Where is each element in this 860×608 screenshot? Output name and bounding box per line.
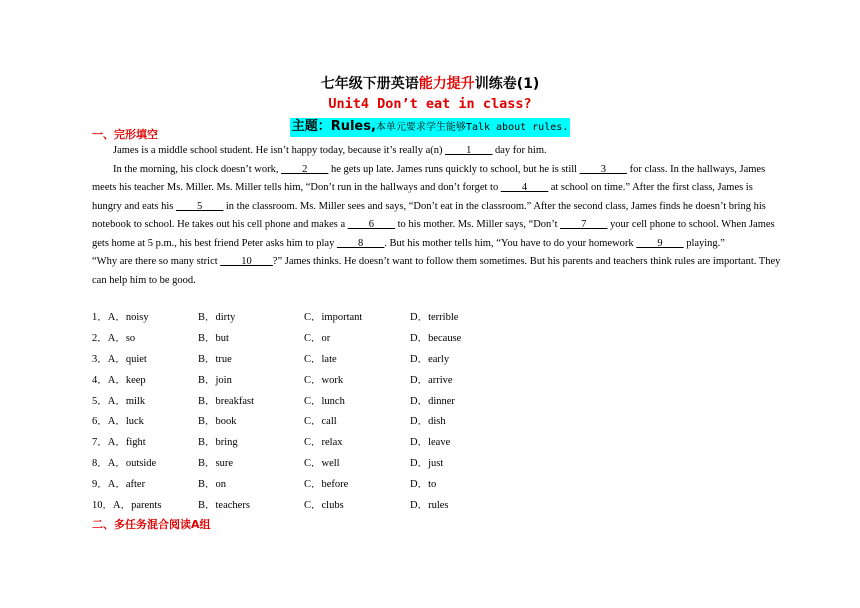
option-a: keep [125, 374, 146, 386]
option-letter: C． [304, 332, 322, 344]
option-b: true [215, 353, 232, 365]
option-a: milk [125, 395, 146, 407]
option-c: relax [321, 437, 343, 449]
worksheet-title [0, 74, 860, 94]
option-letter: C． [304, 416, 322, 428]
option-letter: B． [198, 416, 216, 428]
option-c: or [321, 332, 331, 344]
question-row [92, 412, 792, 433]
option-d: just [428, 458, 444, 470]
theme-label: 主题：Rules, [291, 119, 376, 134]
option-d: leave [428, 437, 451, 449]
cloze-passage [92, 142, 782, 290]
section-heading-reading: 二、多任务混合阅读A组 [92, 518, 211, 531]
option-letter: D． [410, 332, 429, 344]
blank-7: ____7____ [560, 219, 608, 230]
option-a: fight [125, 437, 146, 449]
question-number: 9． [92, 479, 108, 491]
question-number: 1． [92, 312, 108, 323]
option-letter: A． [107, 458, 126, 470]
option-c: lunch [321, 395, 345, 407]
question-number: 10． [92, 500, 113, 512]
theme-banner [290, 118, 571, 137]
blank-5: ____5____ [176, 200, 224, 212]
option-letter: D． [410, 458, 429, 470]
option-letter: A． [107, 374, 126, 386]
title-suffix: 训练卷(1) [474, 76, 540, 92]
option-letter: C． [304, 395, 322, 407]
option-d: arrive [428, 374, 453, 386]
option-letter: A． [107, 479, 126, 491]
option-a: parents [131, 500, 162, 512]
question-number: 6． [92, 416, 108, 428]
question-row [92, 308, 792, 329]
option-a: after [125, 479, 146, 491]
option-d: rules [428, 500, 449, 512]
option-letter: B． [198, 353, 216, 365]
answer-options [92, 308, 792, 517]
option-letter: B． [198, 458, 216, 470]
option-letter: C． [304, 374, 322, 386]
option-letter: A． [107, 312, 126, 323]
option-letter: A． [107, 437, 126, 449]
theme-note: 本单元要求学生能够Talk about rules. [375, 122, 569, 133]
option-letter: B． [198, 395, 216, 407]
title-highlight: 能力提升 [418, 76, 475, 92]
question-number: 7． [92, 437, 108, 449]
option-letter: C． [304, 312, 322, 323]
passage-paragraph-3: “Why are there so many strict ____10____?” James thinks. He doesn’t want to follow them sometimes. But his parents and teachers think rules are important. They can help him to be good. [92, 256, 781, 286]
option-b: book [215, 416, 237, 428]
option-d: because [428, 332, 462, 344]
option-letter: C． [304, 479, 322, 491]
option-letter: D． [410, 395, 429, 407]
option-d: early [428, 353, 450, 365]
option-letter: D． [410, 479, 429, 491]
blank-1: ____1____ [445, 145, 493, 156]
option-a: noisy [125, 312, 149, 323]
question-row [92, 392, 792, 413]
blank-2: ____2____ [281, 163, 329, 175]
option-c: well [321, 458, 340, 470]
option-b: sure [215, 458, 234, 470]
option-letter: D． [410, 437, 429, 449]
option-a: outside [125, 458, 157, 470]
blank-6: ____6____ [347, 219, 395, 230]
option-letter: B． [198, 374, 216, 386]
option-c: call [321, 416, 337, 428]
option-letter: A． [113, 500, 132, 512]
option-c: important [321, 312, 363, 323]
blank-10: ____10____ [220, 256, 273, 267]
title-prefix: 七年级下册英语 [320, 76, 419, 92]
option-d: to [428, 479, 437, 491]
passage-paragraph-2: In the morning, his clock doesn’t work, ____2____ he gets up late. James runs quickly to school, but he is still ____3____ for class. In the hallways, James meets his teacher Ms. Miller. Ms. Miller tells him, “Don’t run in the hallways and don’t forget to ____4____ at school on time.” After the first class, James is hungry and eats his ____5____ in the classroom. Ms. Miller sees and says, “Don’t eat in the classroom.” After the second class, James finds he doesn’t bring his notebook to school. He takes out his cell phone and makes a ____6____ to his mother. Ms. Miller says, “Don’t ____7____ your cell phone to school. When James gets home at 5 p.m., his best friend Peter asks him to play ____8____. But his mother tells him, “You have to do your homework ____9____ playing.” [92, 163, 775, 249]
option-letter: C． [304, 458, 322, 470]
option-b: on [215, 479, 227, 491]
option-c: late [321, 353, 337, 365]
question-number: 5． [92, 395, 108, 407]
unit-title: Unit4 Don’t eat in class? [328, 96, 532, 112]
question-row [92, 433, 792, 454]
option-letter: D． [410, 312, 429, 323]
option-d: terrible [428, 312, 459, 323]
option-letter: B． [198, 437, 216, 449]
option-letter: B． [198, 500, 216, 512]
section-heading-cloze: 一、完形填空 [92, 128, 158, 141]
option-b: breakfast [215, 395, 254, 407]
option-c: before [321, 479, 349, 491]
option-letter: B． [198, 332, 216, 344]
passage-paragraph-1: James is a middle school student. He isn’t happy today, because it’s really a(n) ____1____ day for him. [113, 145, 547, 156]
option-b: join [215, 374, 232, 386]
option-letter: D． [410, 500, 429, 512]
option-b: bring [215, 437, 238, 449]
option-b: teachers [215, 500, 250, 512]
question-number: 2． [92, 332, 108, 344]
option-b: but [215, 332, 229, 344]
question-row [92, 329, 792, 350]
blank-3: ____3____ [579, 163, 627, 175]
blank-4: ____4____ [500, 182, 549, 193]
question-row [92, 371, 792, 392]
option-letter: D． [410, 416, 429, 428]
question-row [92, 496, 792, 517]
option-letter: C． [304, 500, 322, 512]
option-letter: D． [410, 374, 429, 386]
option-letter: C． [304, 353, 322, 365]
option-letter: D． [410, 353, 429, 365]
question-number: 3． [92, 353, 108, 365]
blank-8: ____8____ [336, 237, 385, 249]
question-row [92, 475, 792, 496]
question-row [92, 454, 792, 475]
option-letter: C． [304, 437, 322, 449]
question-number: 8． [92, 458, 108, 470]
option-a: quiet [125, 353, 147, 365]
option-letter: A． [107, 332, 126, 344]
option-a: luck [125, 416, 144, 428]
option-letter: A． [107, 353, 126, 365]
option-c: clubs [321, 500, 344, 512]
option-letter: B． [198, 312, 216, 323]
option-letter: A． [107, 395, 126, 407]
option-d: dish [428, 416, 446, 428]
option-c: work [321, 374, 344, 386]
question-number: 4． [92, 374, 108, 386]
option-letter: A． [107, 416, 126, 428]
option-b: dirty [215, 312, 236, 323]
option-a: so [125, 332, 136, 344]
option-letter: B． [198, 479, 216, 491]
option-d: dinner [428, 395, 455, 407]
question-row [92, 350, 792, 371]
blank-9: ____9____ [636, 237, 684, 249]
